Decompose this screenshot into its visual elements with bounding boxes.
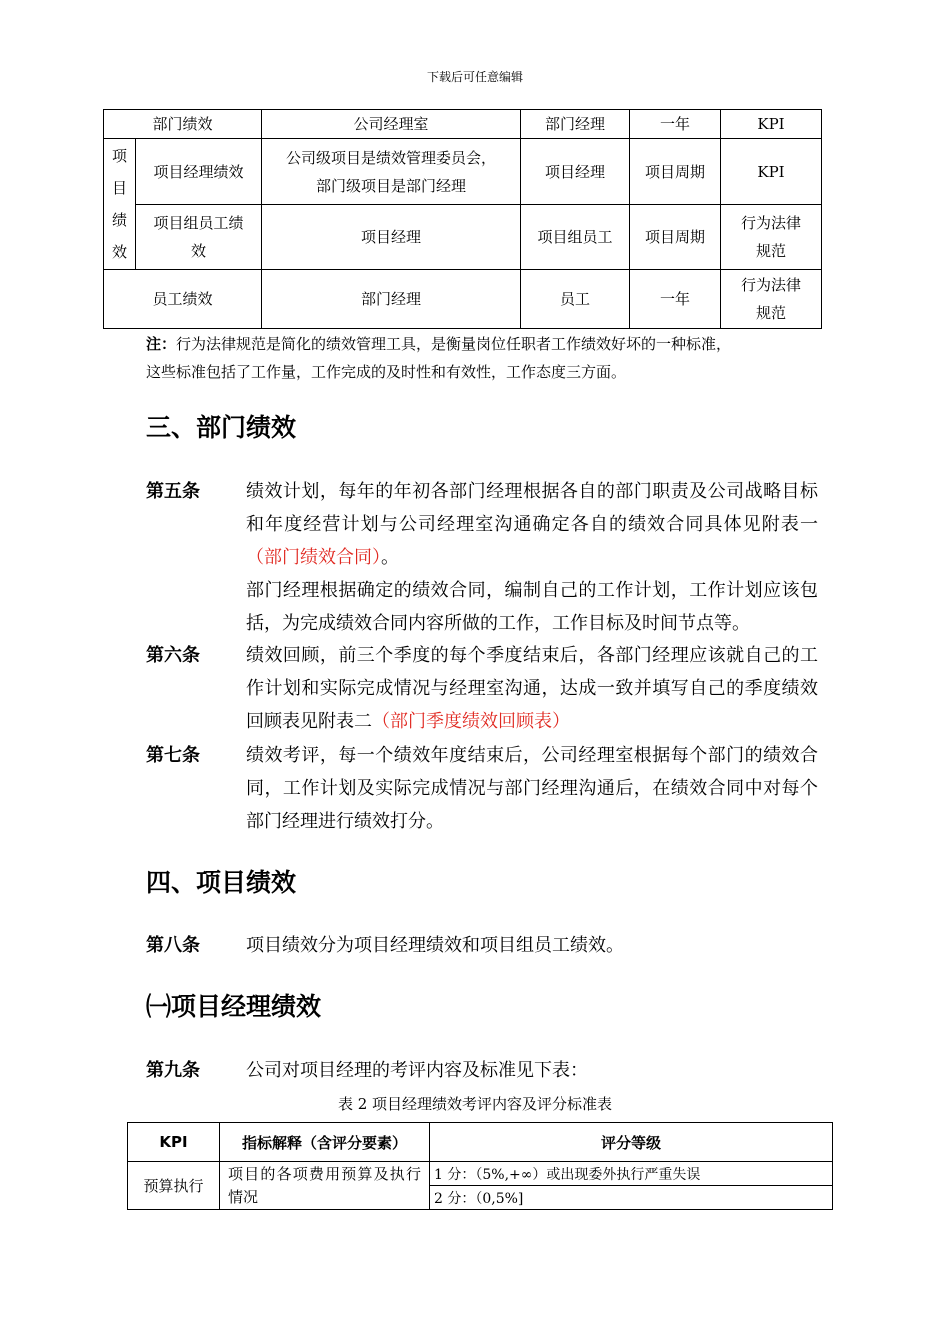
column-header: 指标解释（含评分要素） [220,1123,430,1162]
table-row [128,1162,833,1186]
explain-cell: 项目的各项费用预算及执行情况 [220,1162,430,1210]
cell-line: 行为法律 [740,214,801,232]
column-header: KPI [128,1123,220,1162]
column-header: 评分等级 [430,1123,833,1162]
note-text: 这些标准包括了工作量，工作完成的及时性和有效性，工作态度三方面。 [146,363,627,381]
responsibility-table [103,109,822,329]
table-cell [721,205,822,270]
group-label-cell [104,139,136,270]
cell-line: 规范 [755,242,786,260]
subsection-heading: ㈠项目经理绩效 [146,992,322,1021]
article-text: 绩效回顾，前三个季度的每个季度结束后，各部门经理应该就自己的工作计划和实际完成情况与经理室沟通，达成一致并填写自己的季度绩效回顾表见附表二 [246,645,818,732]
article-text: 公司对项目经理的考评内容及标准见下表： [246,1060,588,1081]
article-number: 第九条 [146,1060,200,1081]
grade-cell: 1 分：（5%,+∞）或出现委外执行严重失误 [430,1162,833,1186]
table-cell: 项目经理绩效 [136,139,262,205]
article-text: 部门经理根据确定的绩效合同，编制自己的工作计划，工作计划应该包括，为完成绩效合同内容所做的工作，工作目标及时间节点等。 [246,580,818,634]
table-note [146,330,816,386]
note-label: 注： [146,335,177,353]
table-cell: 部门经理 [521,110,630,139]
table-cell [721,270,822,329]
article-text: 项目绩效分为项目经理绩效和项目组员工绩效。 [246,935,624,956]
table-cell: 部门经理 [262,270,521,329]
group-label-char: 效 [111,243,127,261]
section-heading: 四、项目绩效 [146,868,297,897]
table-cell: 一年 [630,110,721,139]
table-cell: 项目经理 [262,205,521,270]
table-cell: KPI [721,139,822,205]
kpi-scoring-table [127,1122,833,1210]
table-row [104,270,822,329]
group-label-char: 绩 [111,211,127,229]
article-number: 第八条 [146,935,200,956]
article-number: 第七条 [146,745,200,766]
section-heading: 三、部门绩效 [146,413,297,442]
cell-line: 行为法律 [740,276,801,294]
cell-line: 效 [190,242,206,260]
article-body [246,639,818,738]
table-cell: 项目经理 [521,139,630,205]
article-body [246,475,818,640]
table-caption: 表 2 项目经理绩效考评内容及评分标准表 [337,1095,613,1113]
table-cell: 项目周期 [630,205,721,270]
table-cell [136,205,262,270]
table-cell: 项目组员工 [521,205,630,270]
table-cell: 部门绩效 [104,110,262,139]
table-cell: 员工 [521,270,630,329]
table-header-row [128,1123,833,1162]
table-cell: 员工绩效 [104,270,262,329]
appendix-link[interactable]: （部门季度绩效回顾表） [372,711,570,732]
cell-line: 部门级项目是部门经理 [315,176,466,195]
article-number: 第五条 [146,481,200,502]
note-text: 行为法律规范是简化的绩效管理工具，是衡量岗位任职者工作绩效好坏的一种标准， [176,335,732,353]
table-row [104,110,822,139]
group-label-char: 目 [111,179,127,197]
cell-line: 项目组员工绩 [153,214,244,232]
group-label-char: 项 [111,147,127,165]
table-row [104,205,822,270]
appendix-link[interactable]: （部门绩效合同） [246,547,381,568]
grade-cell: 2 分：（0,5%] [430,1186,833,1210]
table-cell [262,139,521,205]
kpi-cell: 预算执行 [128,1162,220,1210]
table-row [104,139,822,205]
article-number: 第六条 [146,645,200,666]
article-text: 绩效考评，每一个绩效年度结束后，公司经理室根据每个部门的绩效合同，工作计划及实际完成情况与部门经理沟通后，在绩效合同中对每个部门经理进行绩效打分。 [246,745,818,832]
cell-line: 公司级项目是绩效管理委员会， [285,148,496,167]
table-cell: 项目周期 [630,139,721,205]
table-cell: KPI [721,110,822,139]
table-cell: 一年 [630,270,721,329]
article-text: 绩效计划，每年的年初各部门经理根据各自的部门职责及公司战略目标和年度经营计划与公司经理室沟通确定各自的绩效合同具体见附表一 [246,481,818,535]
cell-line: 规范 [755,304,786,322]
table-cell: 公司经理室 [262,110,521,139]
page-header: 下载后可任意编辑 [426,70,523,84]
article-text: 。 [381,547,399,568]
